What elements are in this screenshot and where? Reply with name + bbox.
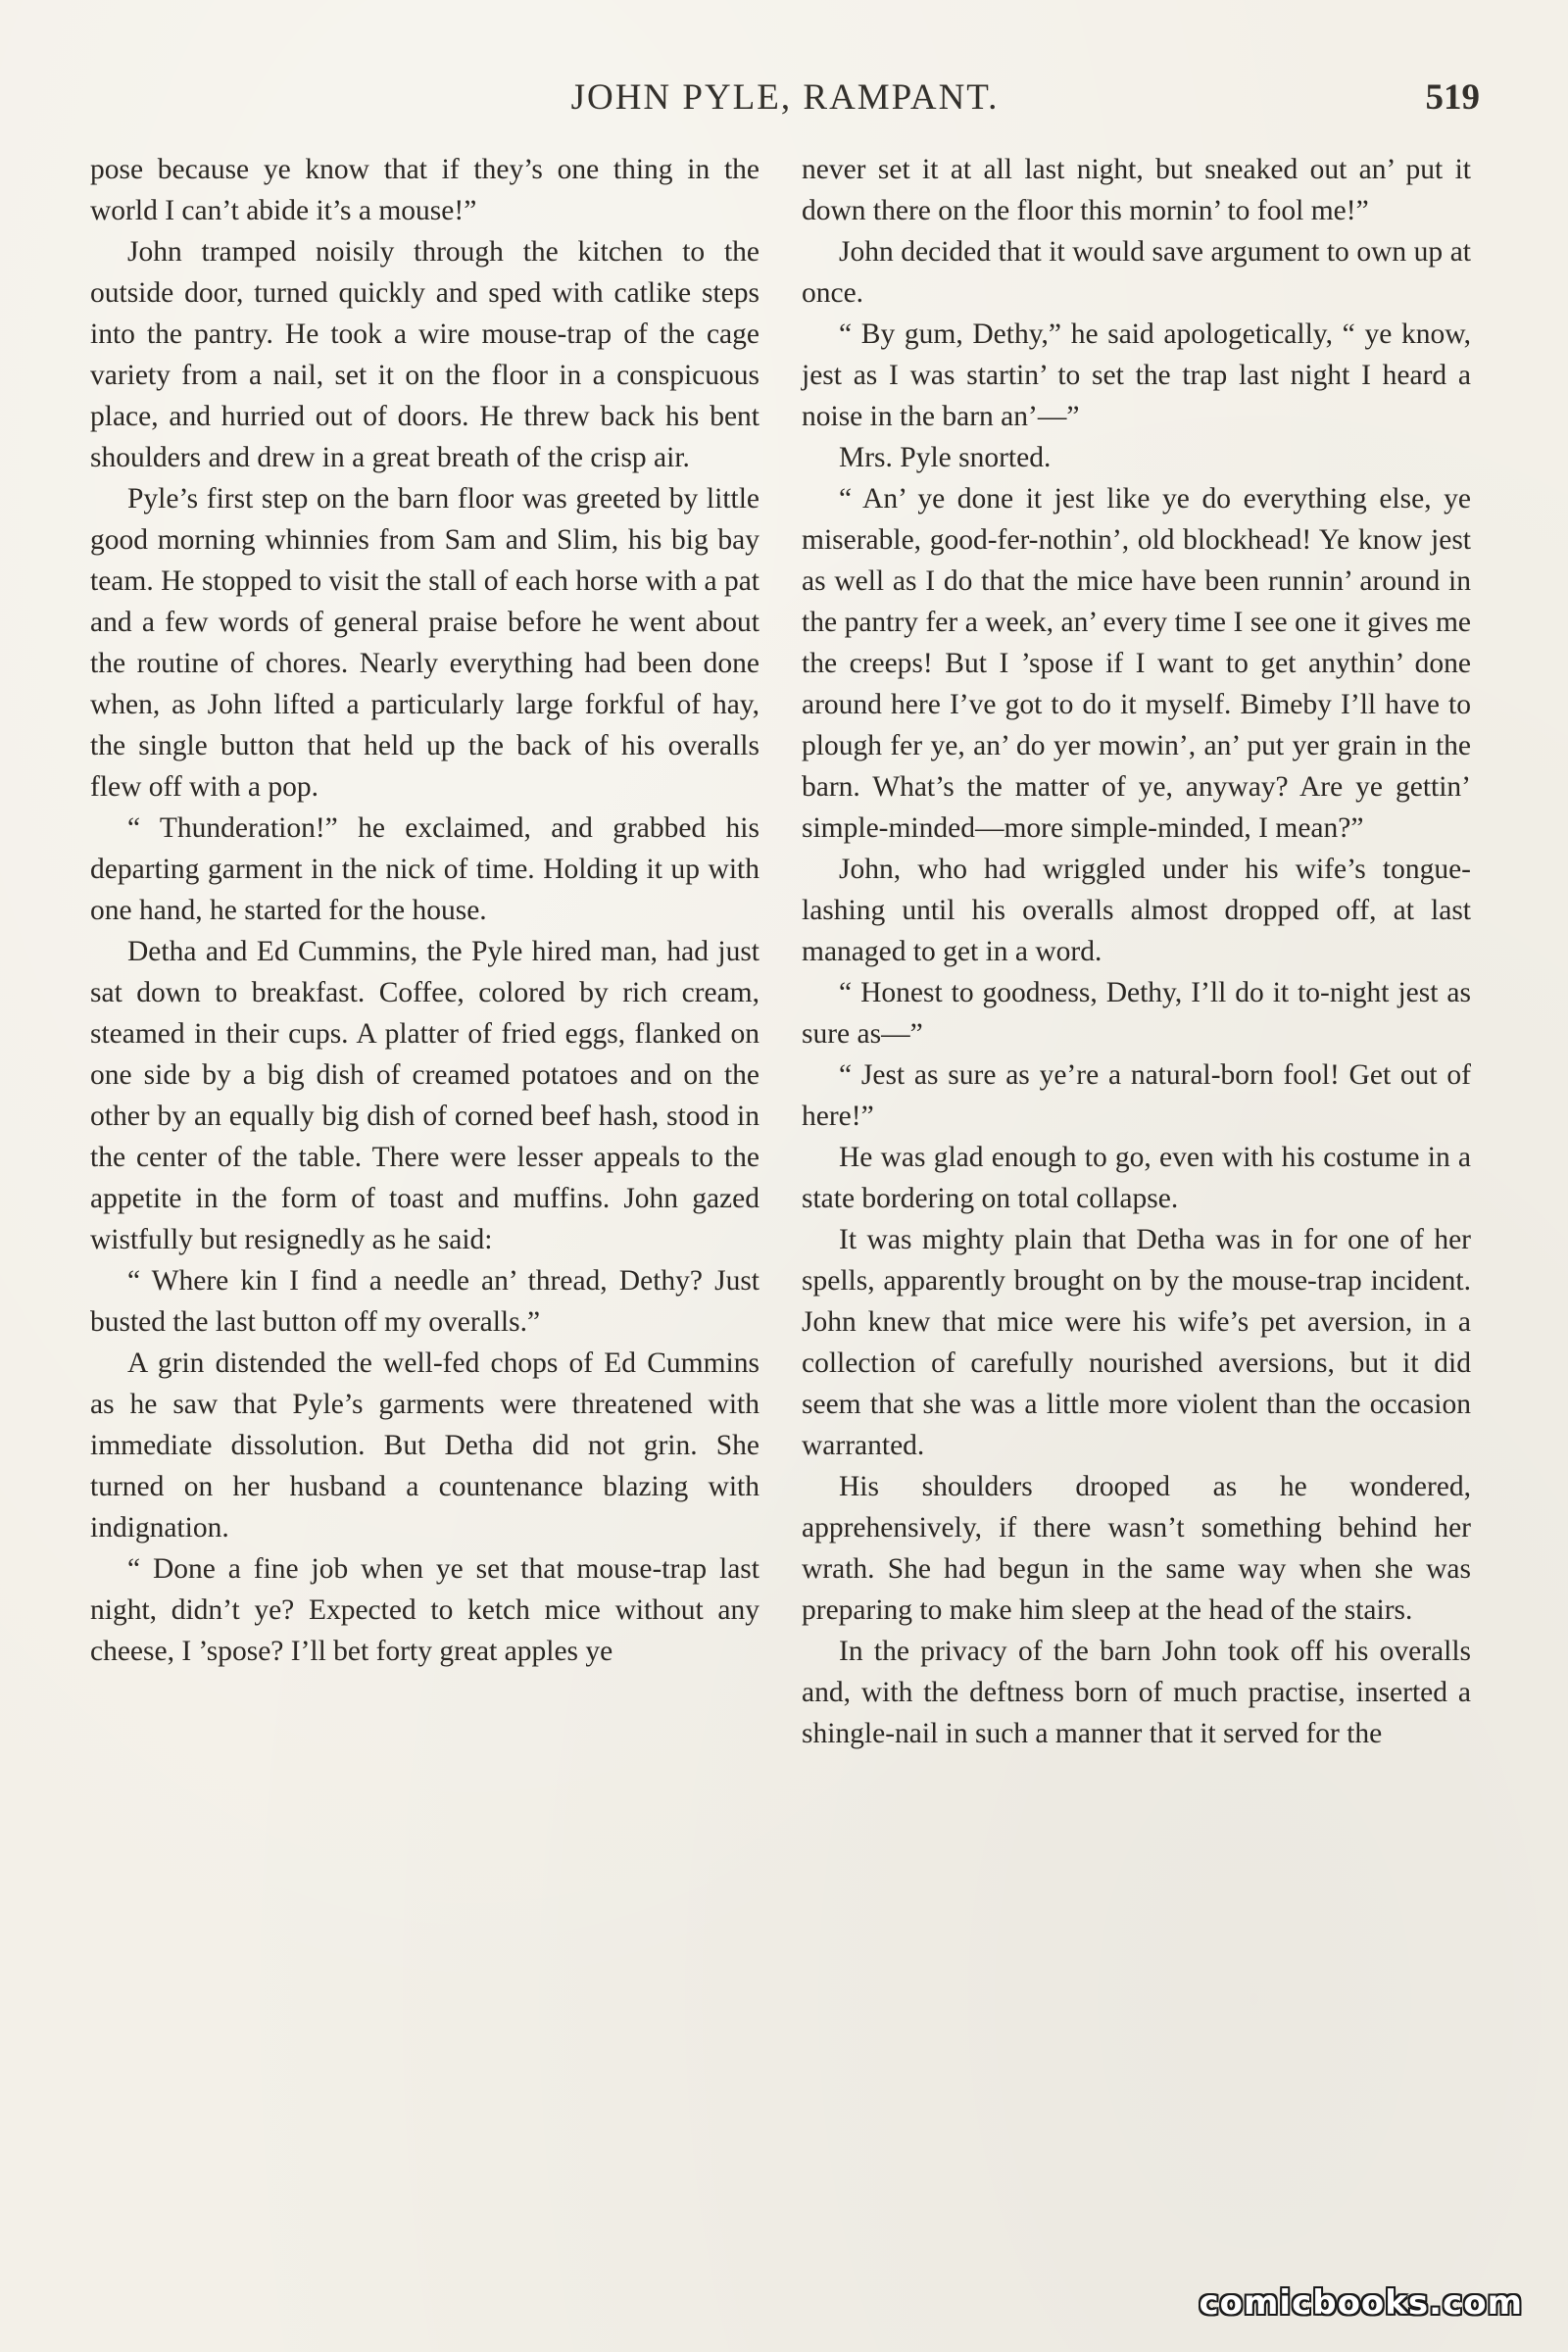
- left-column: [90, 149, 760, 1672]
- paragraph: “ An’ ye done it jest like ye do everything else, ye miserable, good-fer-nothin’, old blockhead! Ye know jest as well as I do that the mice have been runnin’ around in the pantry fer a week, an’ every time I see one it gives me the creeps! But I ’spose if I want to get anythin’ done around here I’ve got to do it myself. Bimeby I’ll have to plough fer ye, an’ do yer mowin’, an’ put yer grain in the barn. What’s the matter of ye, anyway? Are ye gettin’ simple-minded—more simple-minded, I mean?”: [802, 483, 1471, 844]
- paragraph: Mrs. Pyle snorted.: [839, 442, 1052, 473]
- running-head: JOHN PYLE, RAMPANT.: [570, 77, 1000, 118]
- paragraph: Detha and Ed Cummins, the Pyle hired man, had just sat down to breakfast. Coffee, colored by rich cream, steamed in their cups. A platter of fried eggs, flanked on one side by a big dish of creamed potatoes and on the other by an equally big dish of corned beef hash, stood in the center of the table. There were lesser appeals to the appetite in the form of toast and muffins. John gazed wistfully but resignedly as he said:: [90, 936, 760, 1255]
- paragraph: “ Thunderation!” he exclaimed, and grabbed his departing garment in the nick of time. Holding it up with one hand, he started for the house.: [90, 812, 760, 926]
- page-number: 519: [1425, 77, 1480, 118]
- paragraph: John, who had wriggled under his wife’s tongue-lashing until his overalls almost dropped off, at last managed to get in a word.: [802, 854, 1471, 967]
- paragraph: John decided that it would save argument to own up at once.: [802, 236, 1471, 309]
- right-column: [802, 149, 1471, 1754]
- paragraph: It was mighty plain that Detha was in for one of her spells, apparently brought on by the mouse-trap incident. John knew that mice were his wife’s pet aversion, in a collection of carefully nourished aversions, but it did seem that she was a little more violent than the occasion warranted.: [802, 1224, 1471, 1461]
- paragraph: “ Jest as sure as ye’re a natural-born fool! Get out of here!”: [802, 1059, 1471, 1132]
- paragraph: “ By gum, Dethy,” he said apologetically, “ ye know, jest as I was startin’ to set the trap last night I heard a noise in the barn an’—”: [802, 318, 1471, 432]
- paragraph: His shoulders drooped as he wondered, apprehensively, if there wasn’t something behind her wrath. She had begun in the same way when she was preparing to make him sleep at the head of the stairs.: [802, 1471, 1471, 1626]
- paragraph: pose because ye know that if they’s one thing in the world I can’t abide it’s a mouse!”: [90, 154, 760, 226]
- paragraph: never set it at all last night, but sneaked out an’ put it down there on the floor this mornin’ to fool me!”: [802, 154, 1471, 226]
- paragraph: “ Where kin I find a needle an’ thread, Dethy? Just busted the last button off my overalls.”: [90, 1265, 760, 1338]
- site-watermark: comicbooks.com: [1199, 2283, 1523, 2323]
- paragraph: A grin distended the well-fed chops of Ed Cummins as he saw that Pyle’s garments were threatened with immediate dissolution. But Detha did not grin. She turned on her husband a countenance blazing with indignation.: [90, 1348, 760, 1544]
- paragraph: In the privacy of the barn John took off his overalls and, with the deftness born of much practise, inserted a shingle-nail in such a manner that it served for the: [802, 1636, 1471, 1749]
- paragraph: “ Honest to goodness, Dethy, I’ll do it to-night jest as sure as—”: [802, 977, 1471, 1050]
- page-header: [90, 76, 1480, 125]
- paragraph: Pyle’s first step on the barn floor was greeted by little good morning whinnies from Sam and Slim, his big bay team. He stopped to visit the stall of each horse with a pat and a few words of general praise before he went about the routine of chores. Nearly everything had been done when, as John lifted a particularly large forkful of hay, the single button that held up the back of his overalls flew off with a pop.: [90, 483, 760, 803]
- paragraph: John tramped noisily through the kitchen to the outside door, turned quickly and sped with catlike steps into the pantry. He took a wire mouse-trap of the cage variety from a nail, set it on the floor in a conspicuous place, and hurried out of doors. He threw back his bent shoulders and drew in a great breath of the crisp air.: [90, 236, 760, 473]
- paragraph: “ Done a fine job when ye set that mouse-trap last night, didn’t ye? Expected to ketch mice without any cheese, I ’spose? I’ll bet forty great apples ye: [90, 1553, 760, 1667]
- paragraph: He was glad enough to go, even with his costume in a state bordering on total collapse.: [802, 1142, 1471, 1214]
